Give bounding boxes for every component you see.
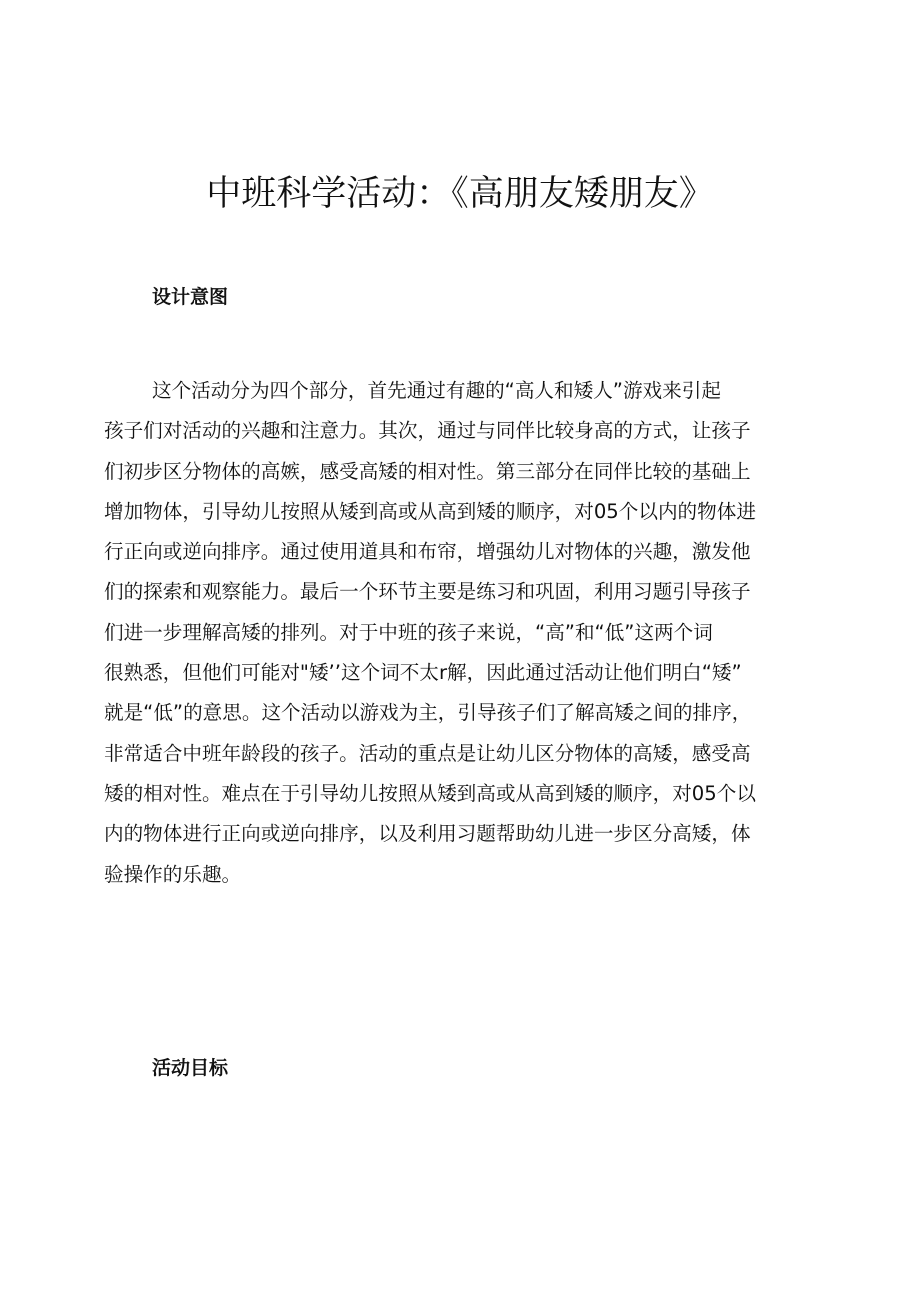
design-intent-paragraph bbox=[104, 371, 816, 895]
paragraph-line: 们初步区分物体的高嫉，感受高矮的相对性。第三部分在同伴比较的基础上 bbox=[104, 459, 751, 483]
document-title: 中班科学活动：《高朋友矮朋友》 bbox=[206, 174, 714, 214]
paragraph-line: 行正向或逆向排序。通过使用道具和布帘，增强幼儿对物体的兴趣，激发他 bbox=[104, 540, 751, 564]
paragraph-line: 这个活动分为四个部分，首先通过有趣的“高人和矮人”游戏来引起 bbox=[152, 379, 721, 402]
paragraph-line: 们的探索和观察能力。最后一个环节主要是练习和巩固，利用习题引导孩子 bbox=[104, 580, 751, 604]
section-heading-design-intent: 设计意图 bbox=[152, 286, 229, 308]
paragraph-line: 增加物体，引导幼儿按照从矮到高或从高到矮的顺序，对05个以内的物体进 bbox=[104, 499, 756, 523]
section-heading-activity-goals: 活动目标 bbox=[152, 1057, 229, 1079]
paragraph-line: 们进一步理解高矮的排列。对于中班的孩子来说，“高”和“低”这两个词 bbox=[104, 620, 713, 644]
paragraph-line: 孩子们对活动的兴趣和注意力。其次，通过与同伴比较身高的方式，让孩子 bbox=[104, 419, 751, 443]
paragraph-line: 矮的相对性。难点在于引导幼儿按照从矮到高或从高到矮的顺序，对05个以 bbox=[104, 781, 756, 805]
paragraph-line: 验操作的乐趣。 bbox=[104, 862, 242, 886]
paragraph-line: 内的物体进行正向或逆向排序，以及利用习题帮助幼儿进一步区分高矮，体 bbox=[104, 822, 751, 846]
paragraph-line: 很熟悉，但他们可能对"矮’’这个词不太r解，因此通过活动让他们明白“矮” bbox=[104, 661, 742, 685]
paragraph-line: 非常适合中班年龄段的孩子。活动的重点是让幼儿区分物体的高矮，感受高 bbox=[104, 741, 751, 765]
paragraph-line: 就是“低”的意思。这个活动以游戏为主，引导孩子们了解高矮之间的排序， bbox=[104, 701, 752, 725]
